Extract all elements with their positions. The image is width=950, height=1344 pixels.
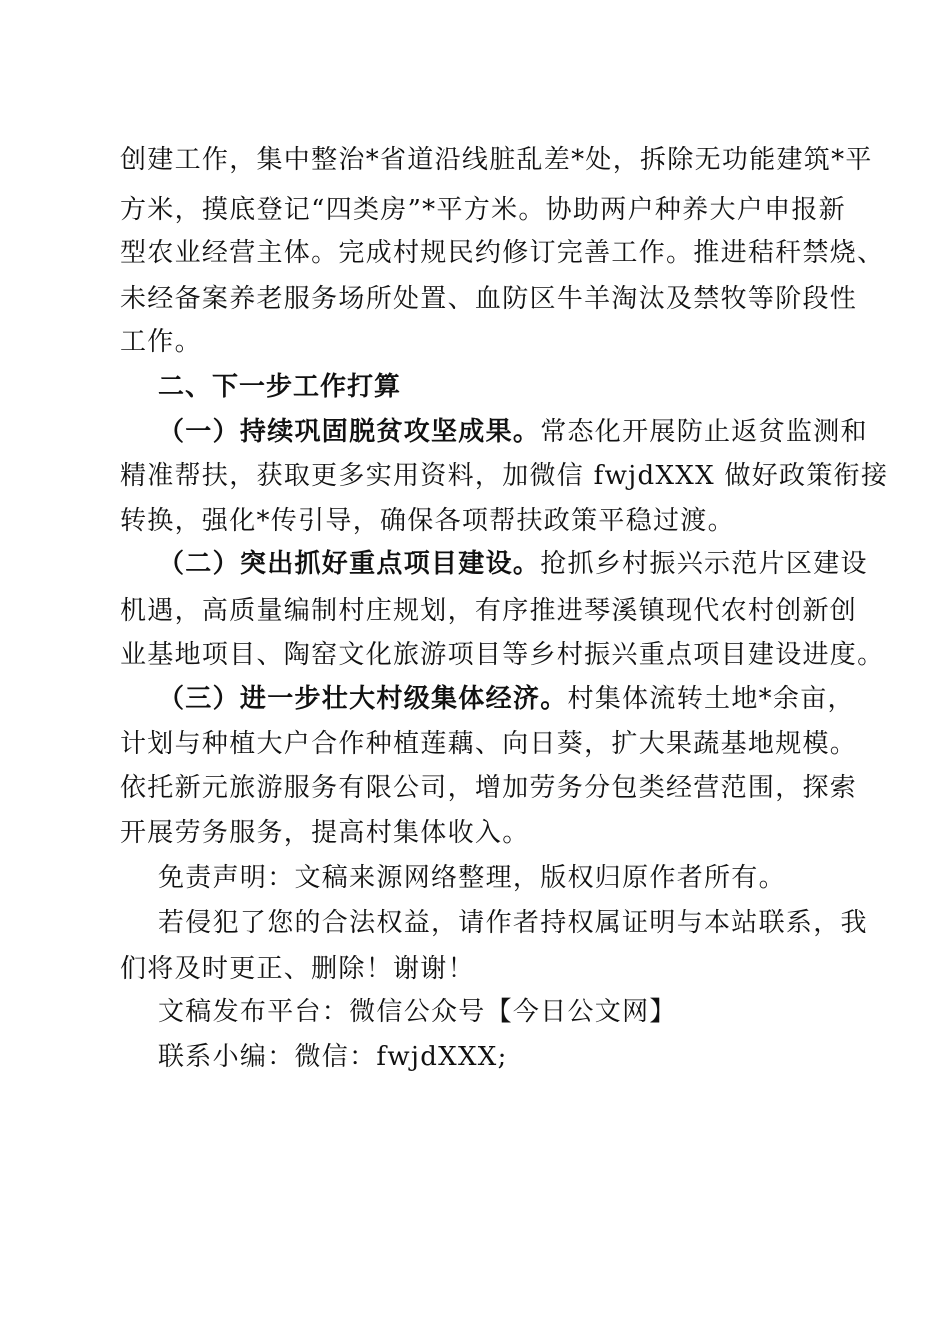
disclaimer-line-1: 免责声明：文稿来源网络整理，版权归原作者所有。 <box>158 863 786 893</box>
item-2-first-line <box>158 547 868 581</box>
item-3-line-3: 依托新元旅游服务有限公司，增加劳务分包类经营范围，探索 <box>120 773 858 803</box>
item-3-first-line <box>158 682 855 716</box>
item-3-line-4: 开展劳务服务，提高村集体收入。 <box>120 818 530 848</box>
intro-line-3: 型农业经营主体。完成村规民约修订完善工作。推进秸秆禁烧、 <box>120 238 885 268</box>
item-3-title: （三）进一步壮大村级集体经济。 <box>158 684 568 714</box>
item-3-first-line-text: 村集体流转土地*余亩， <box>567 684 855 714</box>
disclaimer-line-3: 们将及时更正、删除！谢谢！ <box>120 954 475 984</box>
platform-line: 文稿发布平台：微信公众号【今日公文网】 <box>158 997 677 1027</box>
item-1-first-line-text: 常态化开展防止返贫监测和 <box>540 417 868 447</box>
intro-line-4: 未经备案养老服务场所处置、血防区牛羊淘汰及禁牧等阶段性 <box>120 284 858 314</box>
item-2-line-3: 业基地项目、陶窑文化旅游项目等乡村振兴重点项目建设进度。 <box>120 640 885 670</box>
disclaimer-line-2: 若侵犯了您的合法权益，请作者持权属证明与本站联系，我 <box>158 908 868 938</box>
item-2-title: （二）突出抓好重点项目建设。 <box>158 549 541 579</box>
item-1-line-2: 精准帮扶，获取更多实用资料，加微信 fwjdXXX 做好政策衔接 <box>120 461 889 491</box>
item-1-line-3: 转换，强化*传引导，确保各项帮扶政策平稳过渡。 <box>120 506 735 536</box>
contact-line: 联系小编：微信：fwjdXXX; <box>158 1042 508 1072</box>
item-1-title: （一）持续巩固脱贫攻坚成果。 <box>158 417 541 447</box>
item-2-line-2: 机遇，高质量编制村庄规划，有序推进琴溪镇现代农村创新创 <box>120 596 858 626</box>
intro-line-5: 工作。 <box>120 327 202 357</box>
item-1-first-line <box>158 415 868 449</box>
item-2-first-line-text: 抢抓乡村振兴示范片区建设 <box>540 549 868 579</box>
intro-line-1: 创建工作，集中整治*省道沿线脏乱差*处，拆除无功能建筑*平 <box>120 145 873 175</box>
intro-line-2: 方米，摸底登记“四类房”*平方米。协助两户种养大户申报新 <box>120 195 846 225</box>
item-3-line-2: 计划与种植大户合作种植莲藕、向日葵，扩大果蔬基地规模。 <box>120 729 858 759</box>
section-heading: 二、下一步工作打算 <box>158 372 402 402</box>
